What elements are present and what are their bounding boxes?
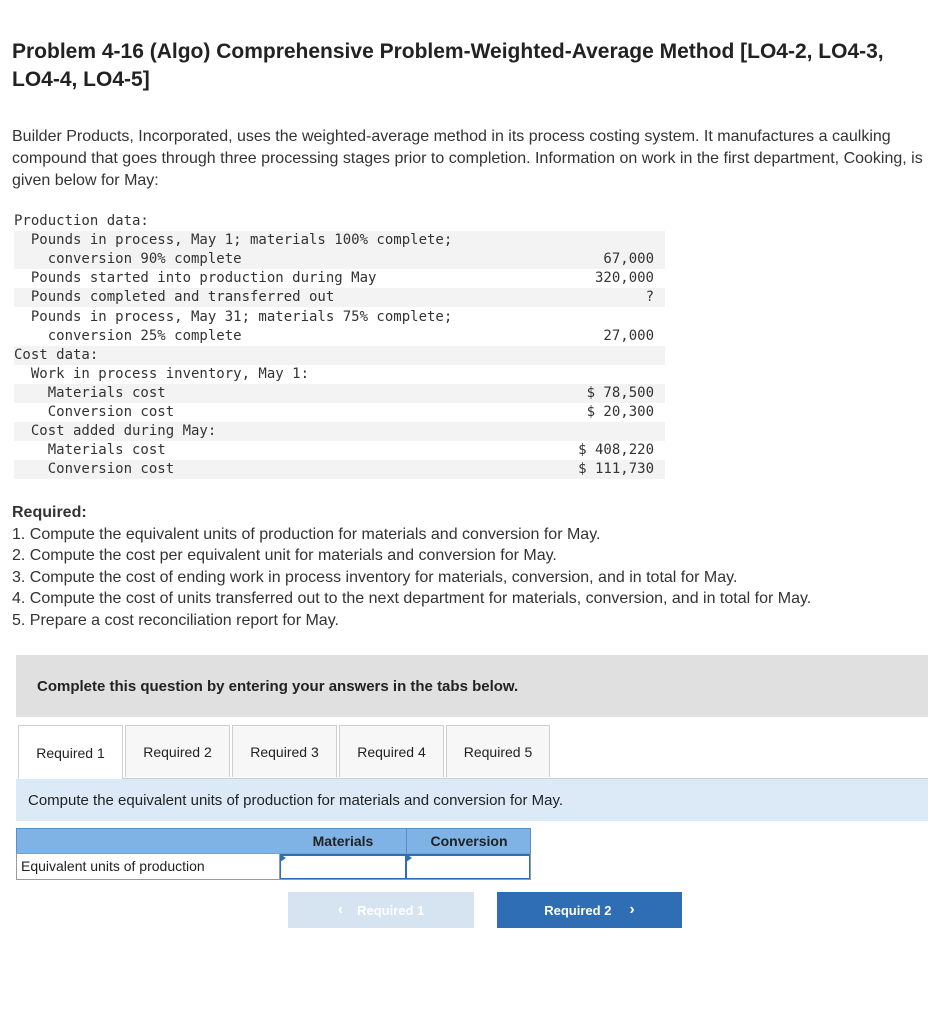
- row-label: Cost data:: [14, 346, 464, 365]
- tab-required-1[interactable]: Required 1: [18, 725, 123, 779]
- row-label: Pounds started into production during May: [14, 270, 377, 287]
- input-marker-icon: [406, 854, 412, 862]
- tab-required-3[interactable]: Required 3: [232, 725, 337, 777]
- required-item: 4. Compute the cost of units transferred out to the next department for materials, conversion, and in total for May.: [12, 590, 812, 607]
- table-row: [14, 212, 665, 231]
- row-label-equivalent-units: Equivalent units of production: [21, 858, 205, 874]
- table-row: [14, 384, 665, 403]
- next-required-button[interactable]: [497, 892, 682, 928]
- row-label: Pounds in process, May 1; materials 100% complete;: [14, 231, 464, 250]
- row-amount: 27,000: [603, 327, 654, 344]
- tab-required-2[interactable]: Required 2: [125, 725, 230, 777]
- prev-required-button[interactable]: [288, 892, 474, 928]
- column-header-materials: Materials: [312, 833, 374, 849]
- table-row: [14, 365, 665, 384]
- row-label: Production data:: [14, 212, 464, 231]
- row-label: Pounds completed and transferred out: [14, 288, 464, 307]
- production-cost-data-table: [14, 212, 665, 479]
- next-button-label: Required 2: [544, 902, 612, 918]
- table-row: [14, 307, 665, 326]
- row-amount: [464, 307, 665, 326]
- answer-table-header: [16, 828, 531, 854]
- answer-row: [16, 853, 531, 880]
- tab-required-5[interactable]: Required 5: [446, 725, 550, 777]
- materials-input[interactable]: [280, 854, 406, 879]
- row-amount: 67,000: [464, 250, 665, 269]
- table-row: [14, 460, 665, 479]
- row-amount: [464, 231, 665, 250]
- table-row: [14, 327, 665, 346]
- row-amount: $ 111,730: [464, 460, 665, 479]
- row-amount: [464, 346, 665, 365]
- row-label: Materials cost: [14, 384, 464, 403]
- row-amount: [464, 212, 665, 231]
- row-amount: [464, 365, 665, 384]
- chevron-left-icon: ‹: [337, 901, 344, 918]
- row-amount: $ 20,300: [586, 403, 654, 420]
- table-row: [14, 403, 665, 422]
- instruction-banner: [16, 655, 928, 717]
- required-item: 2. Compute the cost per equivalent unit for materials and conversion for May.: [12, 547, 557, 564]
- row-label: conversion 90% complete: [14, 250, 464, 269]
- row-label: Conversion cost: [14, 403, 175, 420]
- row-label: Cost added during May:: [14, 422, 464, 441]
- column-header-conversion: Conversion: [406, 829, 531, 853]
- row-amount: $ 408,220: [578, 442, 654, 459]
- row-label: Work in process inventory, May 1:: [14, 365, 310, 382]
- row-amount: ?: [464, 288, 665, 307]
- instruction-text: Compute the equivalent units of production for materials and conversion for May.: [28, 791, 564, 809]
- row-amount: 320,000: [594, 270, 654, 287]
- table-row: [14, 269, 665, 288]
- prev-button-label: Required 1: [357, 902, 425, 918]
- tab-instruction: [16, 779, 928, 821]
- row-label: Conversion cost: [14, 460, 464, 479]
- required-heading: Required:: [12, 504, 87, 521]
- row-amount: [464, 422, 665, 441]
- table-row: [14, 231, 665, 250]
- banner-text: Complete this question by entering your answers in the tabs below.: [37, 677, 519, 695]
- row-label: Materials cost: [14, 442, 166, 459]
- problem-intro: Builder Products, Incorporated, uses the weighted-average method in its process costing system. It manufactures a caulking compound that goes through three processing stages prior to completion. Information on work in the first department, Cooking, is given below for May:: [12, 128, 923, 189]
- row-label: conversion 25% complete: [14, 327, 242, 344]
- tab-required-4[interactable]: Required 4: [339, 725, 444, 777]
- conversion-input[interactable]: [406, 854, 530, 879]
- required-item: 1. Compute the equivalent units of production for materials and conversion for May.: [12, 525, 601, 543]
- required-item: 3. Compute the cost of ending work in process inventory for materials, conversion, and in total for May.: [12, 568, 738, 586]
- table-row: [14, 346, 665, 365]
- table-row: [14, 288, 665, 307]
- chevron-right-icon: ›: [629, 901, 635, 918]
- table-row: [14, 441, 665, 460]
- required-section: [12, 502, 927, 631]
- table-row: [14, 422, 665, 441]
- required-item: 5. Prepare a cost reconciliation report for May.: [12, 611, 339, 629]
- table-row: [14, 250, 665, 269]
- problem-title: Problem 4-16 (Algo) Comprehensive Problem-Weighted-Average Method [LO4-2, LO4-3, LO4-4, LO4-5]: [12, 40, 884, 91]
- input-marker-icon: [280, 854, 286, 862]
- row-label: Pounds in process, May 31; materials 75% complete;: [14, 308, 453, 325]
- row-amount: $ 78,500: [464, 384, 665, 403]
